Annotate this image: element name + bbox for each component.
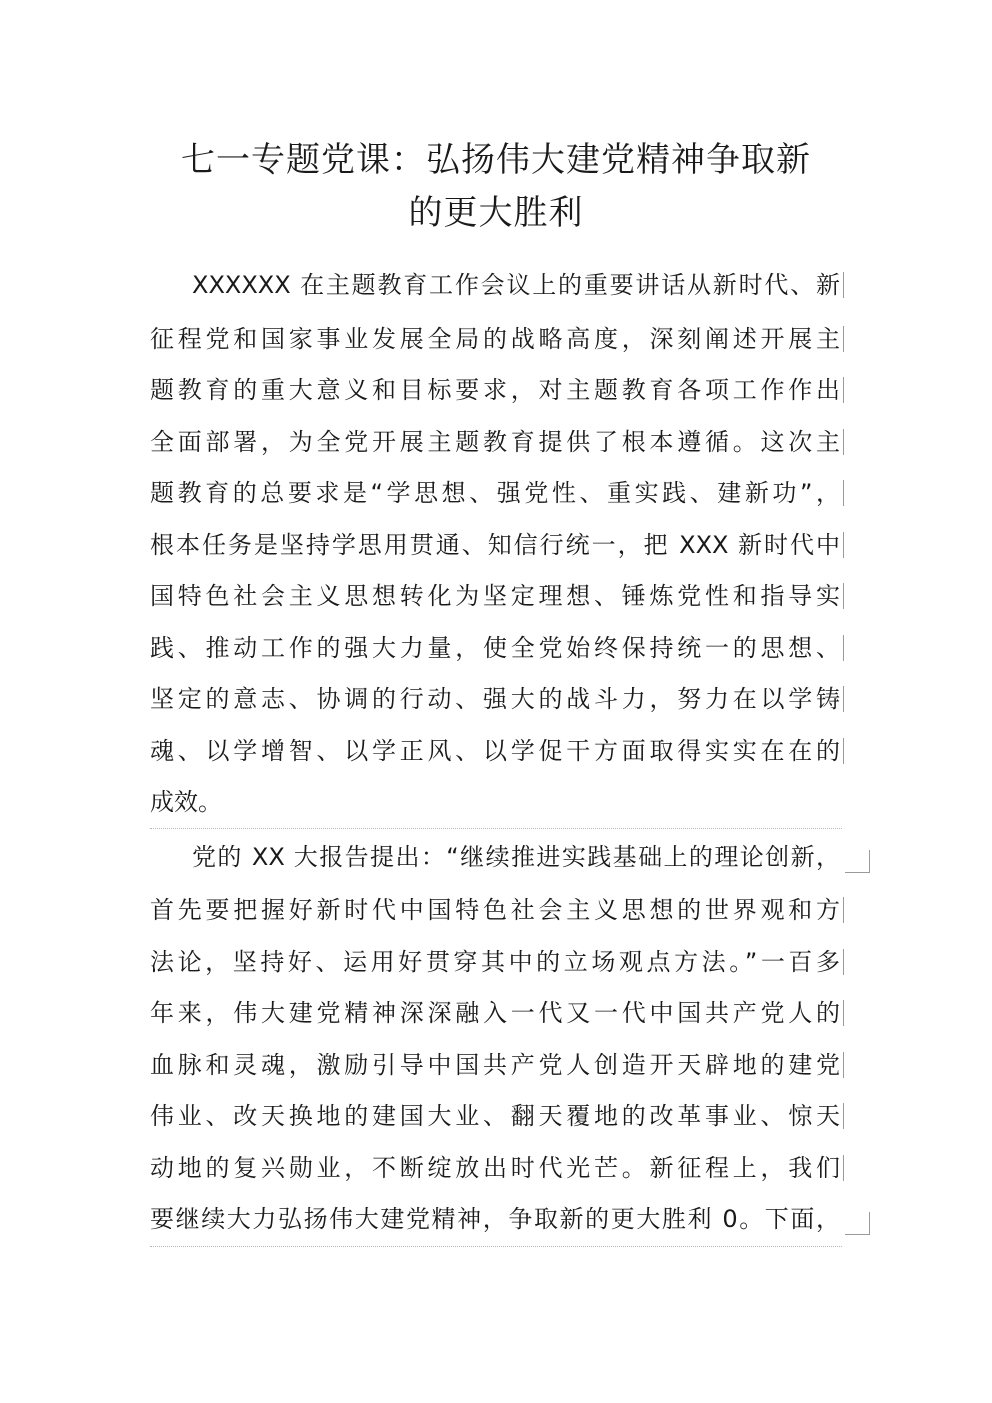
- paragraph-line: 首先要把握好新时代中国特色社会主义思想的世界观和方: [150, 896, 840, 924]
- paragraph-line: 伟业、改天换地的建国大业、翻天覆地的改革事业、惊天: [150, 1102, 840, 1130]
- margin-mark: [843, 377, 844, 403]
- margin-mark: [843, 1155, 844, 1181]
- margin-corner-mark: [845, 1212, 870, 1235]
- paragraph-line: 法论，坚持好、运用好贯穿其中的立场观点方法。”一百多: [150, 948, 840, 976]
- paragraph-line: 魂、以学增智、以学正风、以学促干方面取得实实在在的: [150, 737, 840, 765]
- paragraph-divider: [150, 828, 842, 829]
- margin-mark: [843, 738, 844, 764]
- paragraph-line: 血脉和灵魂，激励引导中国共产党人创造开天辟地的建党: [150, 1051, 840, 1079]
- paragraph-line: 题教育的重大意义和目标要求，对主题教育各项工作作出: [150, 376, 840, 404]
- paragraph-line: 要继续大力弘扬伟大建党精神，争取新的更大胜利 0。下面，: [150, 1205, 840, 1233]
- paragraph-line: 党的 XX 大报告提出：“继续推进实践基础上的理论创新，: [192, 843, 840, 871]
- paragraph-line: 国特色社会主义思想转化为坚定理想、锤炼党性和指导实: [150, 582, 840, 610]
- paragraph-line: 根本任务是坚持学思用贯通、知信行统一，把 XXX 新时代中: [150, 531, 840, 559]
- margin-mark: [843, 272, 844, 298]
- margin-mark: [843, 897, 844, 923]
- paragraph-line: 坚定的意志、协调的行动、强大的战斗力，努力在以学铸: [150, 685, 840, 713]
- margin-mark: [843, 1052, 844, 1078]
- margin-mark: [843, 949, 844, 975]
- paragraph-line: XXXXXX 在主题教育工作会议上的重要讲话从新时代、新: [192, 271, 840, 299]
- paragraph-divider: [150, 1246, 842, 1247]
- margin-mark: [843, 429, 844, 455]
- margin-mark: [843, 1103, 844, 1129]
- margin-mark: [843, 635, 844, 661]
- paragraph-line: 全面部署，为全党开展主题教育提供了根本遵循。这次主: [150, 428, 840, 456]
- margin-mark: [843, 532, 844, 558]
- paragraph-line: 题教育的总要求是“学思想、强党性、重实践、建新功”，: [150, 479, 840, 507]
- margin-mark: [843, 686, 844, 712]
- margin-mark: [843, 480, 844, 506]
- paragraph-line: 践、推动工作的强大力量，使全党始终保持统一的思想、: [150, 634, 840, 662]
- margin-corner-mark: [845, 850, 870, 873]
- paragraph-line: 征程党和国家事业发展全局的战略高度，深刻阐述开展主: [150, 325, 840, 353]
- paragraph-line: 年来，伟大建党精神深深融入一代又一代中国共产党人的: [150, 999, 840, 1027]
- margin-mark: [843, 583, 844, 609]
- paragraph-line: 成效。: [150, 788, 222, 816]
- document-title-line-1: 七一专题党课：弘扬伟大建党精神争取新: [181, 140, 811, 180]
- margin-mark: [843, 326, 844, 352]
- margin-mark: [843, 1000, 844, 1026]
- paragraph-line: 动地的复兴勋业，不断绽放出时代光芒。新征程上，我们: [150, 1154, 840, 1182]
- document-title-line-2: 的更大胜利: [408, 193, 584, 233]
